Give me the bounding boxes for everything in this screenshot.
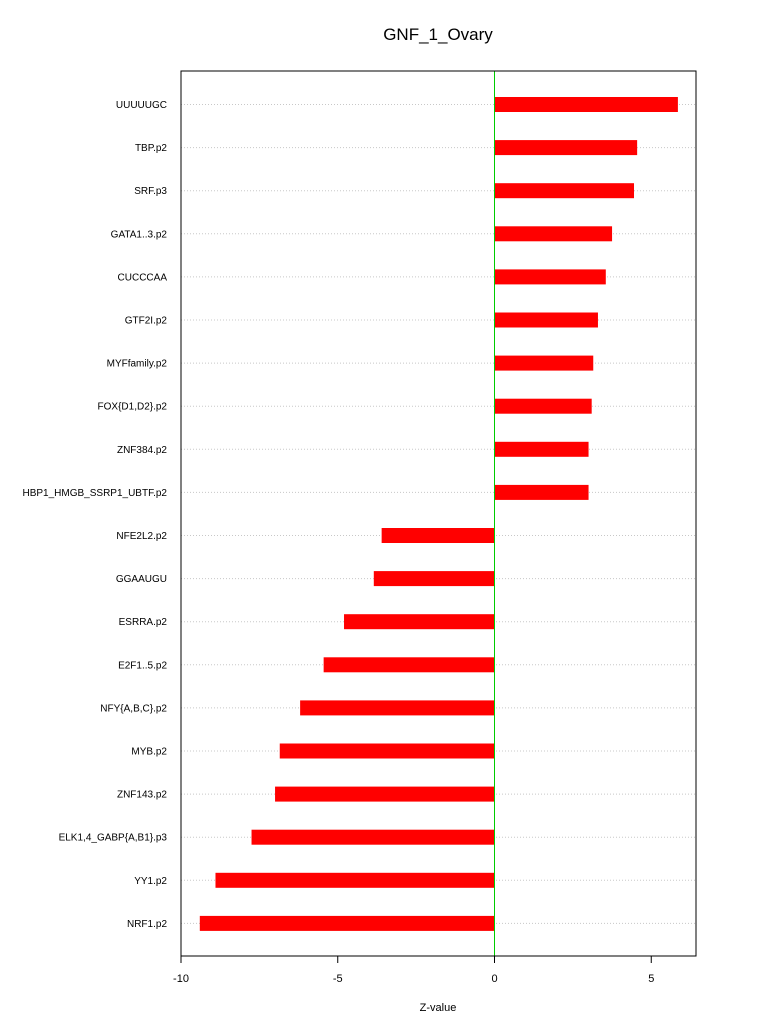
bar	[495, 313, 598, 328]
x-tick-label: 0	[491, 973, 498, 985]
category-label: SRF.p3	[134, 186, 167, 198]
category-label: GATA1..3.p2	[110, 229, 167, 241]
bar	[300, 700, 494, 715]
x-tick-label: -5	[332, 973, 343, 985]
category-label: GGAAUGU	[115, 574, 167, 586]
category-label: CUCCCAA	[117, 272, 167, 284]
x-tick-label: 5	[648, 973, 655, 985]
x-axis-label: Z-value	[419, 1002, 457, 1014]
bar	[252, 830, 495, 845]
bar	[495, 399, 592, 414]
category-labels	[22, 100, 167, 930]
bar	[344, 614, 494, 629]
category-label: MYB.p2	[131, 746, 167, 758]
bar	[495, 97, 678, 112]
bar	[382, 528, 495, 543]
category-label: TBP.p2	[134, 143, 167, 155]
category-label: UUUUUGC	[115, 100, 167, 111]
plot-frame	[181, 71, 696, 956]
category-label: E2F1..5.p2	[118, 660, 167, 672]
bar	[200, 916, 495, 931]
category-label: HBP1_HMGB_SSRP1_UBTF.p2	[22, 487, 167, 499]
category-label: GTF2I.p2	[124, 315, 167, 327]
chart-title: GNF_1_Ovary	[383, 25, 493, 44]
bar	[495, 356, 594, 371]
category-label: NFY{A,B,C}.p2	[100, 703, 167, 715]
bar	[495, 183, 635, 198]
category-label: ESRRA.p2	[118, 617, 167, 629]
x-tick-label: -10	[173, 973, 189, 985]
bars	[200, 97, 678, 931]
bar	[495, 485, 589, 500]
bar	[374, 571, 495, 586]
category-label: MYFfamily.p2	[106, 358, 167, 370]
bar	[280, 744, 495, 759]
bar	[495, 442, 589, 457]
x-axis	[173, 956, 654, 985]
bar	[495, 140, 638, 155]
category-label: ZNF143.p2	[116, 789, 167, 801]
bar	[495, 269, 606, 284]
bar	[324, 657, 495, 672]
category-label: ELK1,4_GABP{A,B1}.p3	[58, 832, 167, 844]
category-label: FOX{D1,D2}.p2	[97, 401, 167, 413]
category-label: YY1.p2	[134, 875, 167, 887]
bar	[275, 787, 494, 802]
category-label: NRF1.p2	[126, 918, 167, 930]
category-label: ZNF384.p2	[116, 444, 167, 456]
category-label: NFE2L2.p2	[116, 531, 167, 542]
bar	[495, 226, 613, 241]
bar	[215, 873, 494, 888]
